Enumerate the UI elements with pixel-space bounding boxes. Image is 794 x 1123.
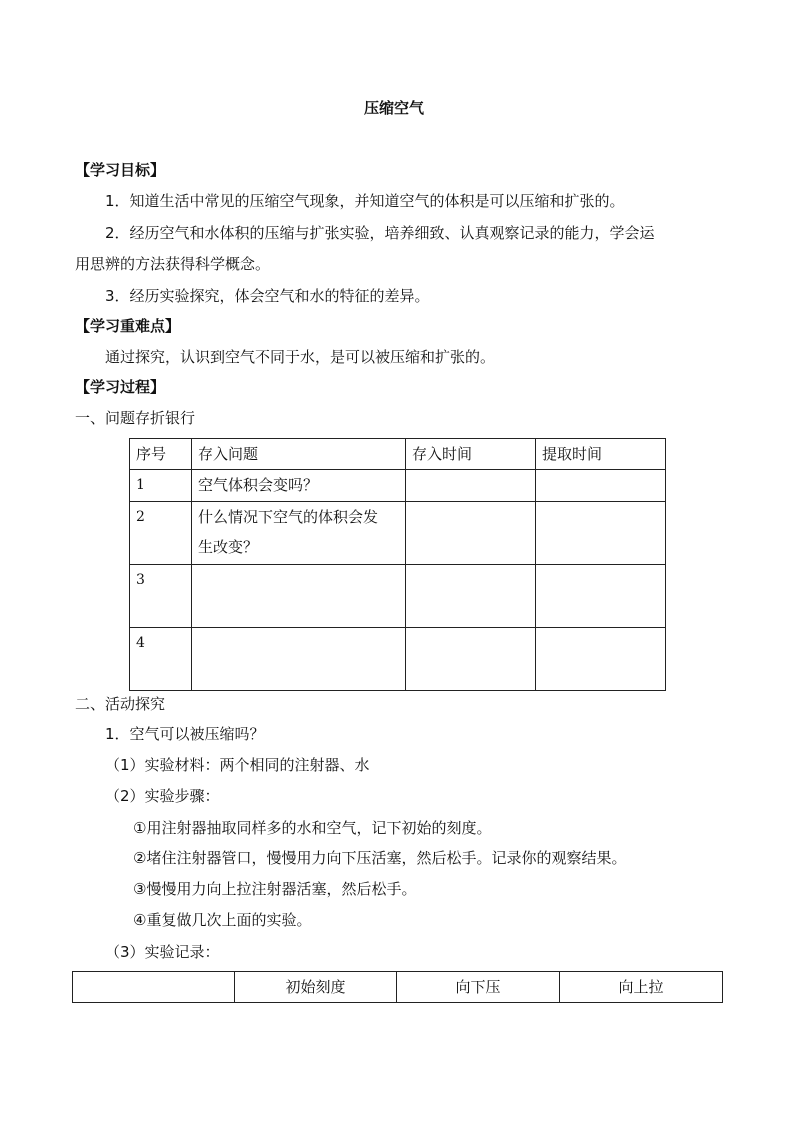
header-no: 序号: [130, 439, 192, 470]
question-text: 什么情况下空气的体积会发: [198, 508, 379, 526]
objective-2-cont: 用思辨的方法获得科学概念。: [75, 255, 271, 273]
row-deposit-time: [406, 502, 536, 565]
question-text: 空气体积会变吗？: [198, 476, 319, 494]
row-no: 3: [130, 565, 192, 628]
row-withdraw-time: [536, 565, 666, 628]
objectives-heading: 【学习目标】: [75, 161, 166, 179]
header-question: 存入问题: [192, 439, 406, 470]
question-bank-table: [129, 438, 666, 691]
table-header-row: [73, 972, 723, 1003]
row-question: [192, 502, 406, 565]
row-no: 4: [130, 628, 192, 691]
row-withdraw-time: [536, 628, 666, 691]
header-blank: [73, 972, 235, 1003]
table-row: [130, 470, 666, 502]
objective-2: 2．经历空气和水体积的压缩与扩张实验，培养细致、认真观察记录的能力，学会运: [105, 224, 655, 242]
objective-1: 1．知道生活中常见的压缩空气现象，并知道空气的体积是可以压缩和扩张的。: [105, 192, 625, 210]
key-points-heading: 【学习重难点】: [75, 317, 181, 335]
row-question: [192, 628, 406, 691]
row-withdraw-time: [536, 502, 666, 565]
question-text-cont: 生改变？: [198, 538, 259, 556]
row-deposit-time: [406, 628, 536, 691]
row-deposit-time: [406, 470, 536, 502]
objective-3: 3．经历实验探究，体会空气和水的特征的差异。: [105, 287, 430, 305]
step-1: ①用注射器抽取同样多的水和空气，记下初始的刻度。: [133, 819, 492, 837]
question-1: 1．空气可以被压缩吗？: [105, 725, 265, 743]
header-initial-scale: 初始刻度: [235, 972, 397, 1003]
header-deposit-time: 存入时间: [406, 439, 536, 470]
row-withdraw-time: [536, 470, 666, 502]
step-3: ③慢慢用力向上拉注射器活塞，然后松手。: [133, 880, 417, 898]
table-row: [130, 502, 666, 565]
row-question: [192, 470, 406, 502]
key-points-text: 通过探究，认识到空气不同于水，是可以被压缩和扩张的。: [105, 348, 496, 366]
row-no: 1: [130, 470, 192, 502]
table-header-row: [130, 439, 666, 470]
header-withdraw-time: 提取时间: [536, 439, 666, 470]
experiment-record-table: [72, 971, 723, 1003]
process-heading: 【学习过程】: [75, 378, 166, 396]
table-row: [130, 565, 666, 628]
materials-text: （1）实验材料：两个相同的注射器、水: [105, 756, 370, 774]
row-deposit-time: [406, 565, 536, 628]
header-pull-up: 向上拉: [560, 972, 723, 1003]
header-press-down: 向下压: [397, 972, 560, 1003]
row-question: [192, 565, 406, 628]
record-heading: （3）实验记录：: [105, 943, 220, 961]
step-4: ④重复做几次上面的实验。: [133, 911, 312, 929]
table-row: [130, 628, 666, 691]
steps-heading: （2）实验步骤：: [105, 787, 220, 805]
part1-heading: 一、问题存折银行: [75, 409, 196, 427]
part2-heading: 二、活动探究: [75, 695, 166, 713]
step-2: ②堵住注射器管口，慢慢用力向下压活塞，然后松手。记录你的观察结果。: [133, 849, 627, 867]
page-title: 压缩空气: [364, 99, 425, 117]
row-no: 2: [130, 502, 192, 565]
